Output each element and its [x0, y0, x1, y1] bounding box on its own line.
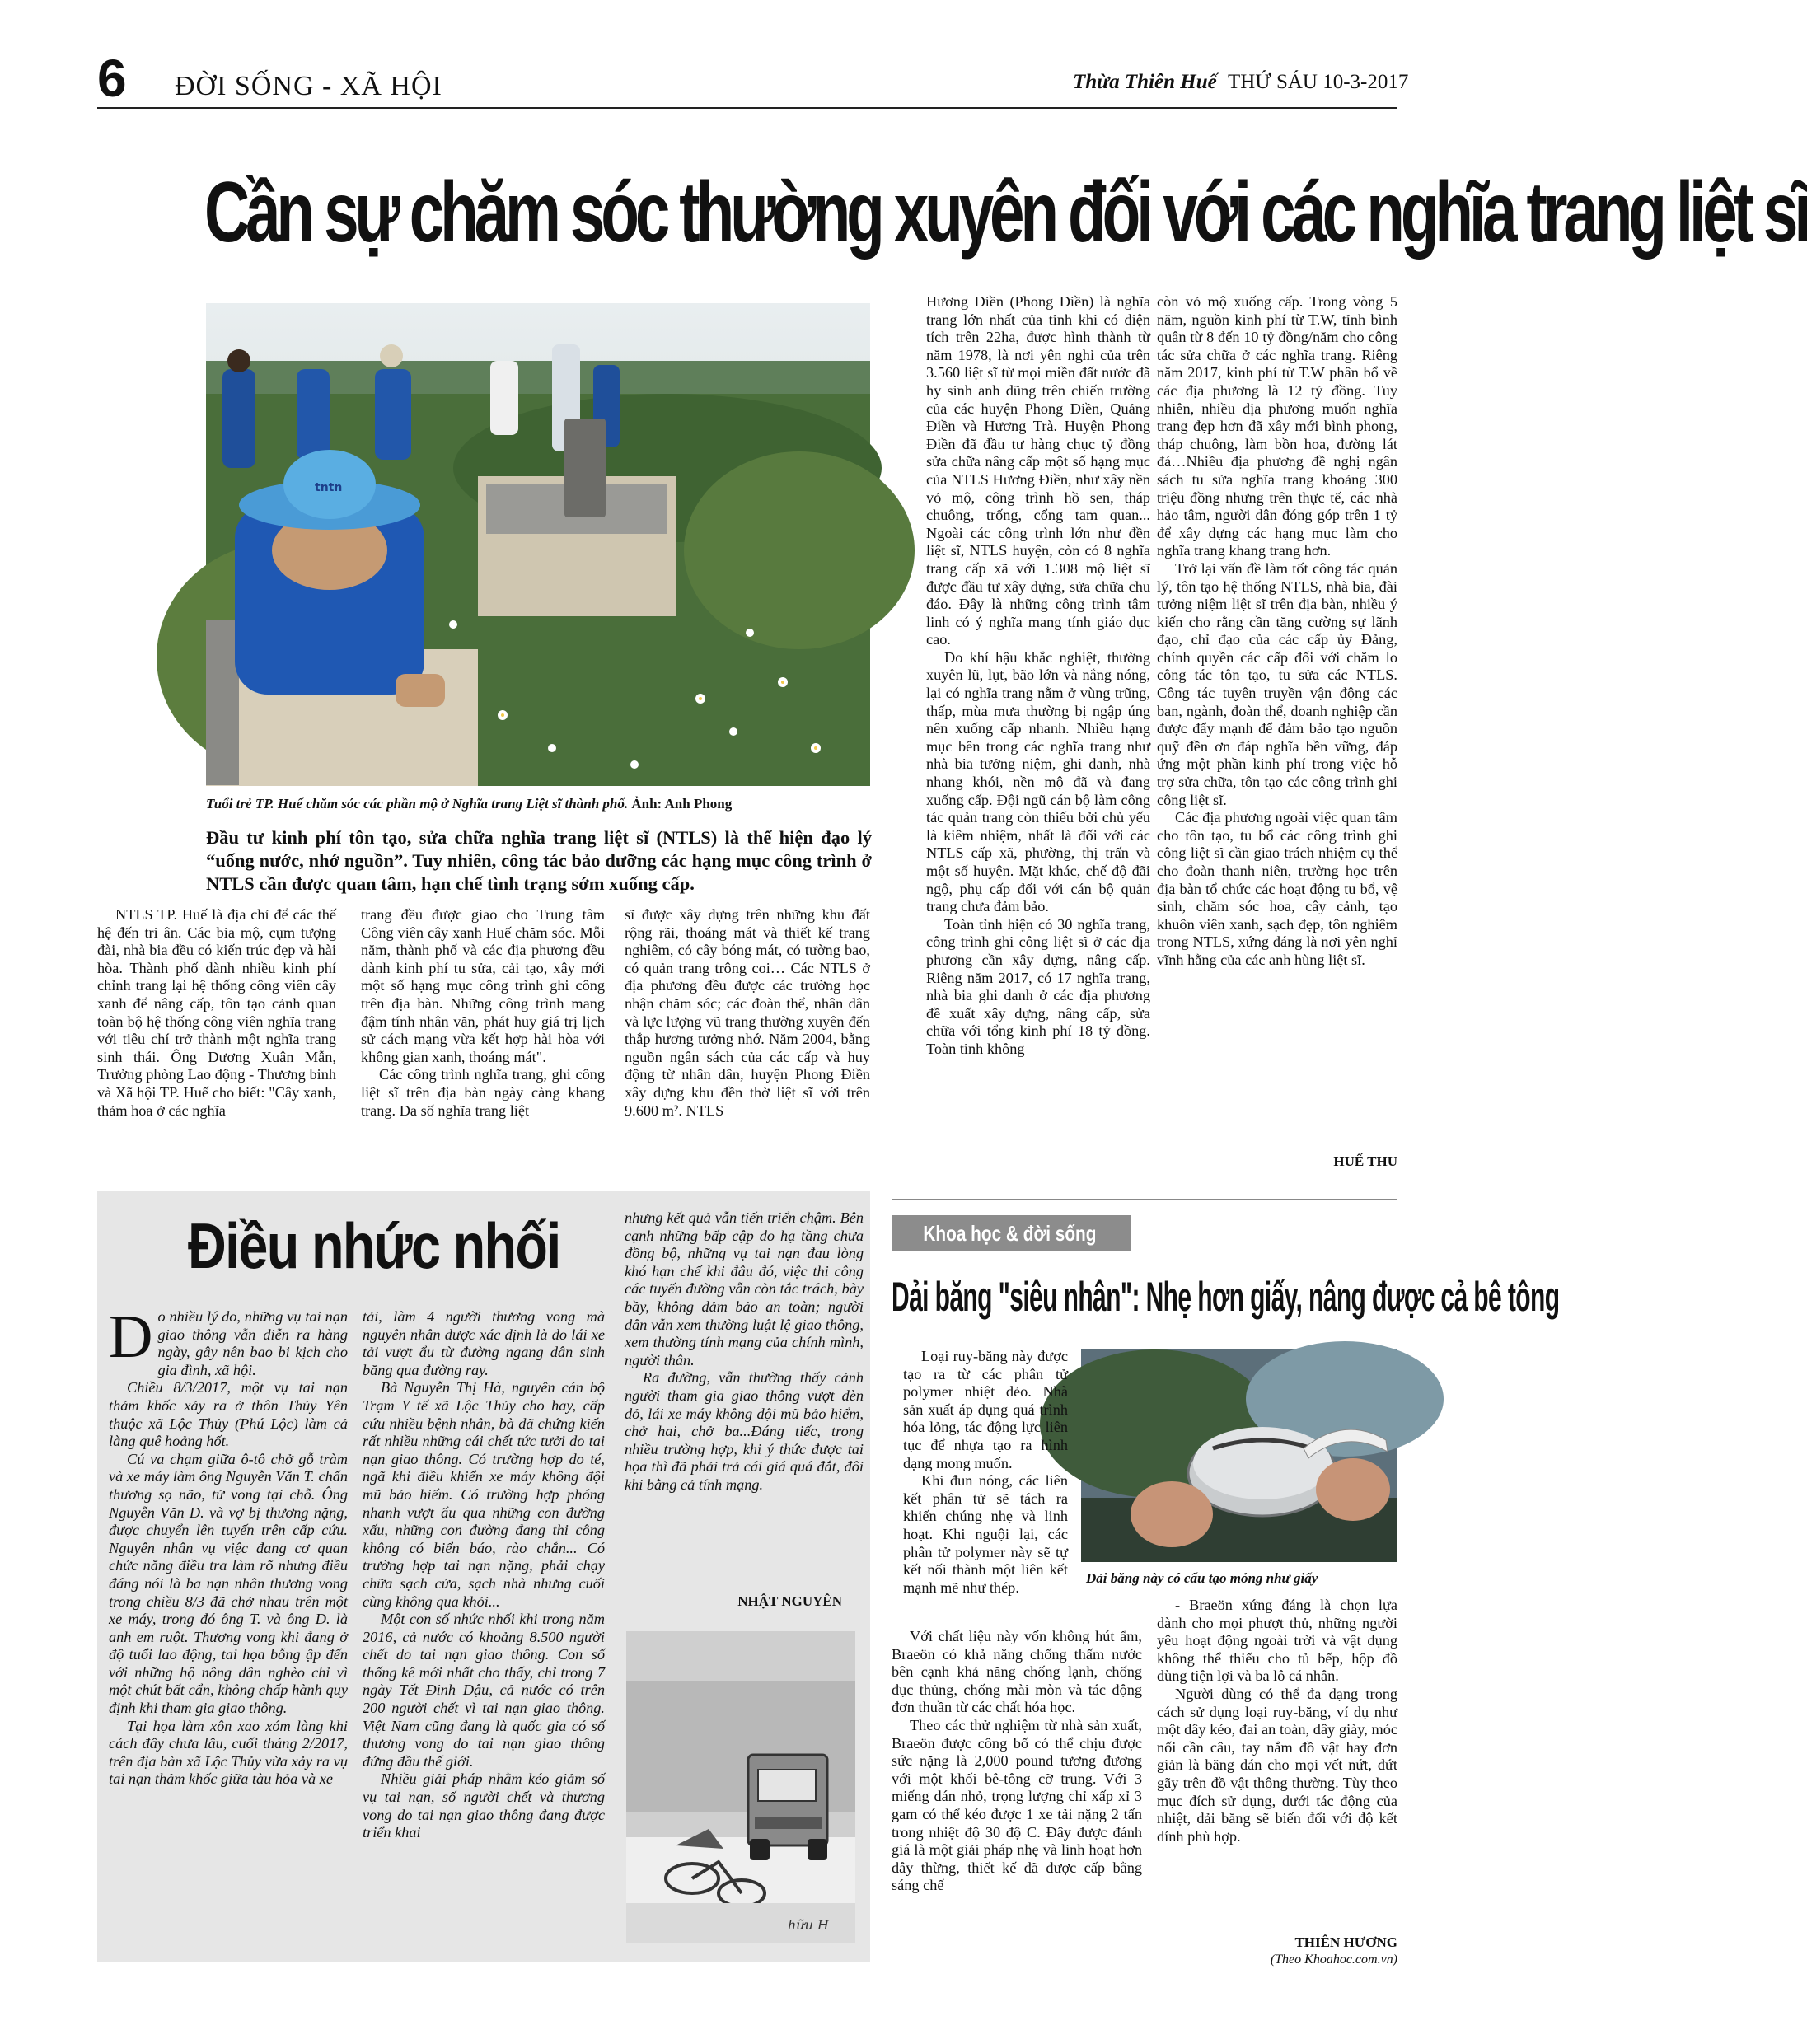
science-column-1-top [903, 1348, 1068, 1597]
illustration-signature: hữu H [788, 1917, 829, 1933]
science-photo-caption: Dải băng này có cấu tạo mỏng như giấy [1086, 1570, 1318, 1586]
science-column-1 [892, 1628, 1142, 1895]
article-byline: HUẾ THU [1333, 1153, 1397, 1169]
paragraph: Bà Nguyễn Thị Hà, nguyên cán bộ Trạm Y tế xã Lộc Thủy cho hay, cấp cứu nhiều bệnh nhân, bà đã chứng kiến rất nhiều những cái chết tức tưởi do tai nạn giao thông. Có trường hợp do té, ngã khi điều khiển xe máy không đội mũ bảo hiểm. Có trường hợp phóng nhanh vượt ẩu qua những con đường xấu, những con đường đang thi công không có biển báo, rào chắn... Có trường hợp tai nạn nặng, phải chạy chữa sạch cửa, sạch nhà nhưng cuối cùng không qua khỏi... [363, 1379, 605, 1610]
paragraph: Các địa phương ngoài việc quan tâm cho tôn tạo, tu bổ các công trình ghi công liệt sĩ cần giao trách nhiệm cụ thể cho đoàn thanh niên, trường học trên địa bàn tổ chức các hoạt động tu bổ, vệ sinh, chăm sóc hoa, cây cảnh, tạo khuôn viên xanh, sạch đẹp, tôn nghiêm trong NTLS, xứng đáng là nơi yên nghỉ vĩnh hằng của các anh hùng liệt sĩ. [1157, 809, 1397, 968]
paragraph: Hương Điền (Phong Điền) là nghĩa trang lớn nhất của tỉnh khi có diện tích trên 22ha, được hình thành từ năm 1978, là nơi yên nghỉ của trên 3.560 liệt sĩ từ mọi miền đất nước đã hy sinh anh dũng trên chiến trường của các huyện Phong Điền, Quảng Điền và Hương Trà. Huyện Phong Điền đã đầu tư hàng chục tỷ đồng sửa chữa nâng cấp một số hạng mục của NTLS Hương Điền, như xây nền vỏ mộ, công trình hồ sen, tháp chuông, trống, cổng tam quan... Ngoài các công trình lớn như đền liệt sĩ, NTLS huyện, còn có 8 nghĩa trang cấp xã với 1.308 mộ liệt sĩ được đầu tư xây dựng, sửa chữa chu đáo. Đây là những công trình tâm linh có ý nghĩa mang tính giáo dục cao. [926, 293, 1150, 648]
article-column-1 [97, 906, 336, 1120]
paragraph: NTLS TP. Huế là địa chỉ để các thế hệ đến tri ân. Các bia mộ, cụm tượng đài, nhà bia đều có kiến trúc đẹp và hài hòa. Thành phố dành nhiều kinh phí chỉnh trang lại hệ thống công viên cây xanh để nâng cấp, tôn tạo cảnh quan toàn bộ hệ thống công viên nghĩa trang với tiêu chí trở thành một nghĩa trang sinh thái. Ông Dương Xuân Mẫn, Trưởng phòng Lao động - Thương binh và Xã hội TP. Huế cho biết: "Cây xanh, thảm hoa ở các nghĩa [97, 906, 336, 1119]
article-lead: Đầu tư kinh phí tôn tạo, sửa chữa nghĩa trang liệt sĩ (NTLS) là thể hiện đạo lý “uống nước, nhớ nguồn”. Tuy nhiên, công tác bảo dưỡng các hạng mục công trình ở NTLS cần được quan tâm, hạn chế tình trạng sớm xuống cấp. [206, 827, 872, 894]
paragraph-text: o nhiều lý do, những vụ tai nạn giao thông vẫn diễn ra hàng ngày, gây nên bao bi kịch cho gia đình, xã hội. [157, 1308, 348, 1378]
paragraph: còn vỏ mộ xuống cấp. Trong vòng 5 năm, nguồn kinh phí từ T.W, tỉnh bình quân từ 8 đến 10 tỷ đồng/năm cho công tác sửa chữa ở các nghĩa trang. Riêng năm 2017, kinh phí từ T.W phân bổ về các địa phương là 12 tỷ đồng. Tuy nhiên, nhiều địa phương muốn nghĩa trang đẹp hơn đã xây mới bình phong, tháp chuông, làm bồn hoa, đường lát đá…Nhiều địa phương đề nghị ngân sách tu sửa nghĩa trang khoảng 300 triệu đồng nhưng trên thực tế, các nhà hảo tâm, người dân đóng góp trên 1 tỷ để xây dựng các hạng mục làm cho nghĩa trang khang trang hơn. [1157, 293, 1397, 559]
paragraph: Với chất liệu này vốn không hút ẩm, Braeön có khả năng chống thấm nước bên cạnh khả năng chống lạnh, chống đục thủng, chống mài mòn và tác động đơn thuần từ các chất hóa học. [892, 1628, 1142, 1716]
opinion-column-3 [625, 1209, 864, 1494]
opinion-title [188, 1196, 600, 1295]
paragraph: Ra đường, vẫn thường thấy cảnh người tham gia giao thông vượt đèn đỏ, lái xe máy không đội mũ bảo hiểm, chở hai, chở ba...Đáng tiếc, trong nhiều trường hợp, khi ý thức được tai họa thì đã phải trả cái giá quá đắt, đôi khi bằng cả tính mạng. [625, 1369, 864, 1493]
science-photo [1081, 1349, 1397, 1562]
paragraph: Loại ruy-băng này được tạo ra từ các phân tử polymer nhiệt dẻo. Nhà sản xuất áp dụng quá trình hóa lỏng, tác động lực liên tục để nhựa tạo ra hình dạng mong muốn. [903, 1348, 1068, 1471]
science-byline: THIÊN HƯƠNG [1294, 1934, 1397, 1950]
issue-date: THỨ SÁU 10-3-2017 [1228, 71, 1409, 93]
science-source: (Theo Khoahoc.com.vn) [1270, 1953, 1397, 1967]
paragraph: sĩ được xây dựng trên những khu đất rộng rãi, thoáng mát và thiết kế trang nghiêm, có cây bóng mát, có tường bao, có quản trang trông coi… Các NTLS ở địa phương đều được các trường học nhận chăm sóc; các đoàn thể, nhân dân và lực lượng vũ trang thường xuyên đến thắp hương tưởng nhớ. Năm 2004, bằng nguồn ngân sách của các cấp và huy động từ nhân dân, huyện Phong Điền xây dựng khu đền thờ liệt sĩ với trên 9.600 m². NTLS [625, 906, 870, 1119]
science-headline [892, 1264, 1560, 1330]
paragraph: Khi đun nóng, các liên kết phân tử sẽ tách ra khiến chúng nhẹ và linh hoạt. Khi nguội lại, các phân tử polymer này sẽ tự kết nối thành một liên kết mạnh mẽ như thép. [903, 1472, 1068, 1596]
paragraph: Toàn tỉnh hiện có 30 nghĩa trang, công trình ghi công liệt sĩ ở các địa phương cần xây dựng, nâng cấp. Riêng năm 2017, có 17 nghĩa trang, nhà bia ghi danh ở các địa phương đề xuất xây dựng, nâng cấp, sửa chữa với tổng kinh phí 18 tỷ đồng. Toàn tỉnh không [926, 915, 1150, 1057]
science-headline-text: Dải băng "siêu nhân": Nhẹ hơn giấy, nâng được cả bê tông [892, 1274, 1560, 1320]
header-rule [97, 107, 1397, 109]
main-headline-text: Cần sự chăm sóc thường xuyên đối với các nghĩa trang liệt sĩ [204, 165, 1807, 260]
science-rule [892, 1199, 1397, 1200]
hat-badge-text: tntn [315, 481, 343, 494]
paragraph: Tại họa làm xôn xao xóm làng khi cách đây chưa lâu, cuối tháng 2/2017, trên địa bàn xã Lộc Thủy vừa xảy ra vụ tai nạn thảm khốc giữa tàu hỏa và xe [109, 1717, 348, 1788]
photo-credit: Ảnh: Anh Phong [631, 796, 733, 812]
paragraph: Do khí hậu khắc nghiệt, thường xuyên lũ, lụt, bão lớn và nắng nóng, lại có nghĩa trang nằm ở vùng trũng, thấp, mùa mưa thường bị ngập úng nên xuống cấp nhanh. Nhiều hạng mục bên trong các nghĩa trang như nhà bia tưởng niệm, ghi danh, nhà nhang khói, nền mộ đã và đang xuống cấp. Đội ngũ cán bộ làm công tác quản trang còn thiếu bởi chủ yếu là kiêm nhiệm, nhất là đối với các NTLS cấp xã, phường, thị trấn và một số huyện. Mặt khác, chế độ đãi ngộ, phụ cấp đối với cán bộ quản trang chưa đảm bảo. [926, 648, 1150, 915]
article-column-3 [625, 906, 870, 1120]
article-column-4 [926, 293, 1150, 1059]
main-headline [204, 147, 1807, 278]
science-section-tag [892, 1215, 1131, 1251]
paragraph: Nhiều giải pháp nhằm kéo giảm số vụ tai nạn, số người chết và thương vong do tai nạn giao thông đang được triển khai [363, 1770, 605, 1841]
paragraph: Các công trình nghĩa trang, ghi công liệt sĩ trên địa bàn ngày càng khang trang. Đa số nghĩa trang liệt [361, 1066, 605, 1119]
opinion-byline: NHẬT NGUYÊN [737, 1593, 842, 1609]
science-column-2 [1157, 1597, 1397, 1845]
opinion-column-1 [109, 1303, 348, 1789]
photo-caption [206, 796, 873, 812]
paragraph: Theo các thử nghiệm từ nhà sản xuất, Braeön được công bố có thể chịu được sức nặng là 2,000 pound tương đương với một khối bê-tông cỡ trung. Với 3 miếng dán nhỏ, trọng lượng chỉ xấp xỉ 3 gam có thể kéo được 1 xe tải nặng 2 tấn trong nhiệt độ 30 độ C. Đây được đánh giá là một giải pháp nhẹ và linh hoạt hơn dây thừng, thiết kế đã được cấp bằng sáng chế [892, 1716, 1142, 1894]
paragraph: Người dùng có thể đa dạng trong cách sử dụng loại ruy-băng, ví dụ như một dây kéo, đai an toàn, dây giày, móc nối cần câu, tay nắm đồ vật hay đơn giản là băng dán cho mọi vết nứt, đứt gãy trên đồ vật thông thường. Tùy theo mục đích sử dụng, dưới tác động của nhiệt, dải băng sẽ biến đổi với độ kết dính phù hợp. [1157, 1685, 1397, 1845]
page-number: 6 [97, 49, 127, 108]
article-column-5 [1157, 293, 1397, 970]
paragraph: Chiều 8/3/2017, một vụ tai nạn thảm khốc xảy ra ở thôn Thủy Yên thuộc xã Lộc Thủy (Phú Lộc) làm cả làng quê hoảng hốt. [109, 1379, 348, 1450]
paragraph: trang đều được giao cho Trung tâm Công viên cây xanh Huế chăm sóc. Mỗi năm, thành phố và các địa phương đều dành kinh phí tu sửa, cải tạo, xây mới một số hạng mục công trình ghi công trên địa bàn. Những công trình mang đậm tính nhân văn, phát huy giá trị lịch sử cách mạng vừa kết hợp hài hòa với không gian xanh, thoáng mát". [361, 906, 605, 1065]
paragraph: Cú va chạm giữa ô-tô chở gỗ tràm và xe máy làm ông Nguyễn Văn T. chấn thương sọ não, tử vong tại chỗ. Ông Nguyễn Văn D. và vợ bị thương nặng, được chuyển lên tuyến trên cấp cứu. Nguyên nhân vụ việc đang cơ quan chức năng điều tra làm rõ nhưng điều đáng nói là ba nạn nhân thương vong trong chiều 8/3 đã chở nhau trên một xe máy, trong đó ông T. và ông D. là anh em ruột. Thương vong khi đang ở độ tuổi lao động, tai họa bỗng ập đến với những hộ nông dân nghèo chỉ vì một chút bất cẩn, không chấp hành quy định khi tham gia giao thông. [109, 1450, 348, 1717]
section-name: ĐỜI SỐNG - XÃ HỘI [175, 71, 442, 101]
paragraph: - Braeön xứng đáng là chọn lựa dành cho mọi phượt thủ, những người yêu hoạt động ngoài trời và vật dụng không thể thiếu cho tủ bếp, hộp đồ dùng tiện lợi và ba lô cá nhân. [1157, 1597, 1397, 1685]
science-section-tag-text: Khoa học & đời sống [923, 1221, 1097, 1246]
paper-name: Thừa Thiên Huế [1073, 71, 1217, 93]
paragraph [109, 1303, 348, 1379]
photo-caption-text: Tuổi trẻ TP. Huế chăm sóc các phần mộ ở Nghĩa trang Liệt sĩ thành phố. [206, 796, 629, 812]
main-photo [206, 303, 870, 786]
paragraph: Trở lại vấn đề làm tốt công tác quản lý, tôn tạo hệ thống NTLS, nhà bia, đài tưởng niệm liệt sĩ trên địa bàn, nhiều ý kiến cho rằng cần tăng cường sự lãnh đạo, chỉ đạo của các cấp ủy Đảng, chính quyền các cấp đối với chăm lo công tác tôn tạo, tu sửa các NTLS. Công tác tuyên truyền vận động các ban, ngành, đoàn thể, doanh nghiệp cần được đẩy mạnh để đảm bảo tạo nguồn quỹ đền ơn đáp nghĩa bền vững, đáp ứng một phần kinh phí trong việc hỗ trợ sửa chữa, tôn tạo các công trình ghi công liệt sĩ. [1157, 559, 1397, 808]
paragraph: nhưng kết quả vẫn tiến triển chậm. Bên cạnh những bấp cập do hạ tầng chưa đồng bộ, những vụ tai nạn đau lòng khó hạn chế khi đâu đó, việc thi công các tuyến đường vẫn còn tắc trách, bày bầy, không đảm bảo an toàn; người dân vẫn xem thường luật lệ giao thông, xem thường tính mạng của chính mình, người thân. [625, 1209, 864, 1368]
paragraph: tải, làm 4 người thương vong mà nguyên nhân được xác định là do lái xe tải vượt ẩu từ đường ngang dân sinh băng qua đường ray. [363, 1308, 605, 1378]
opinion-illustration [626, 1631, 855, 1943]
opinion-column-2 [363, 1308, 605, 1842]
paragraph: Một con số nhức nhối khi trong năm 2016, cả nước có khoảng 8.500 người chết do tai nạn giao thông. Con số thống kê mới nhất cho thấy, chỉ trong 7 ngày Tết Đinh Dậu, cả nước có trên 200 người chết vì tai nạn giao thông. Việt Nam cũng đang là quốc gia có số thương vong do tai nạn giao thông đứng đầu thế giới. [363, 1611, 605, 1770]
drop-cap: D [109, 1303, 153, 1371]
article-column-2 [361, 906, 605, 1120]
opinion-title-text: Điều nhức nhối [188, 1209, 560, 1282]
